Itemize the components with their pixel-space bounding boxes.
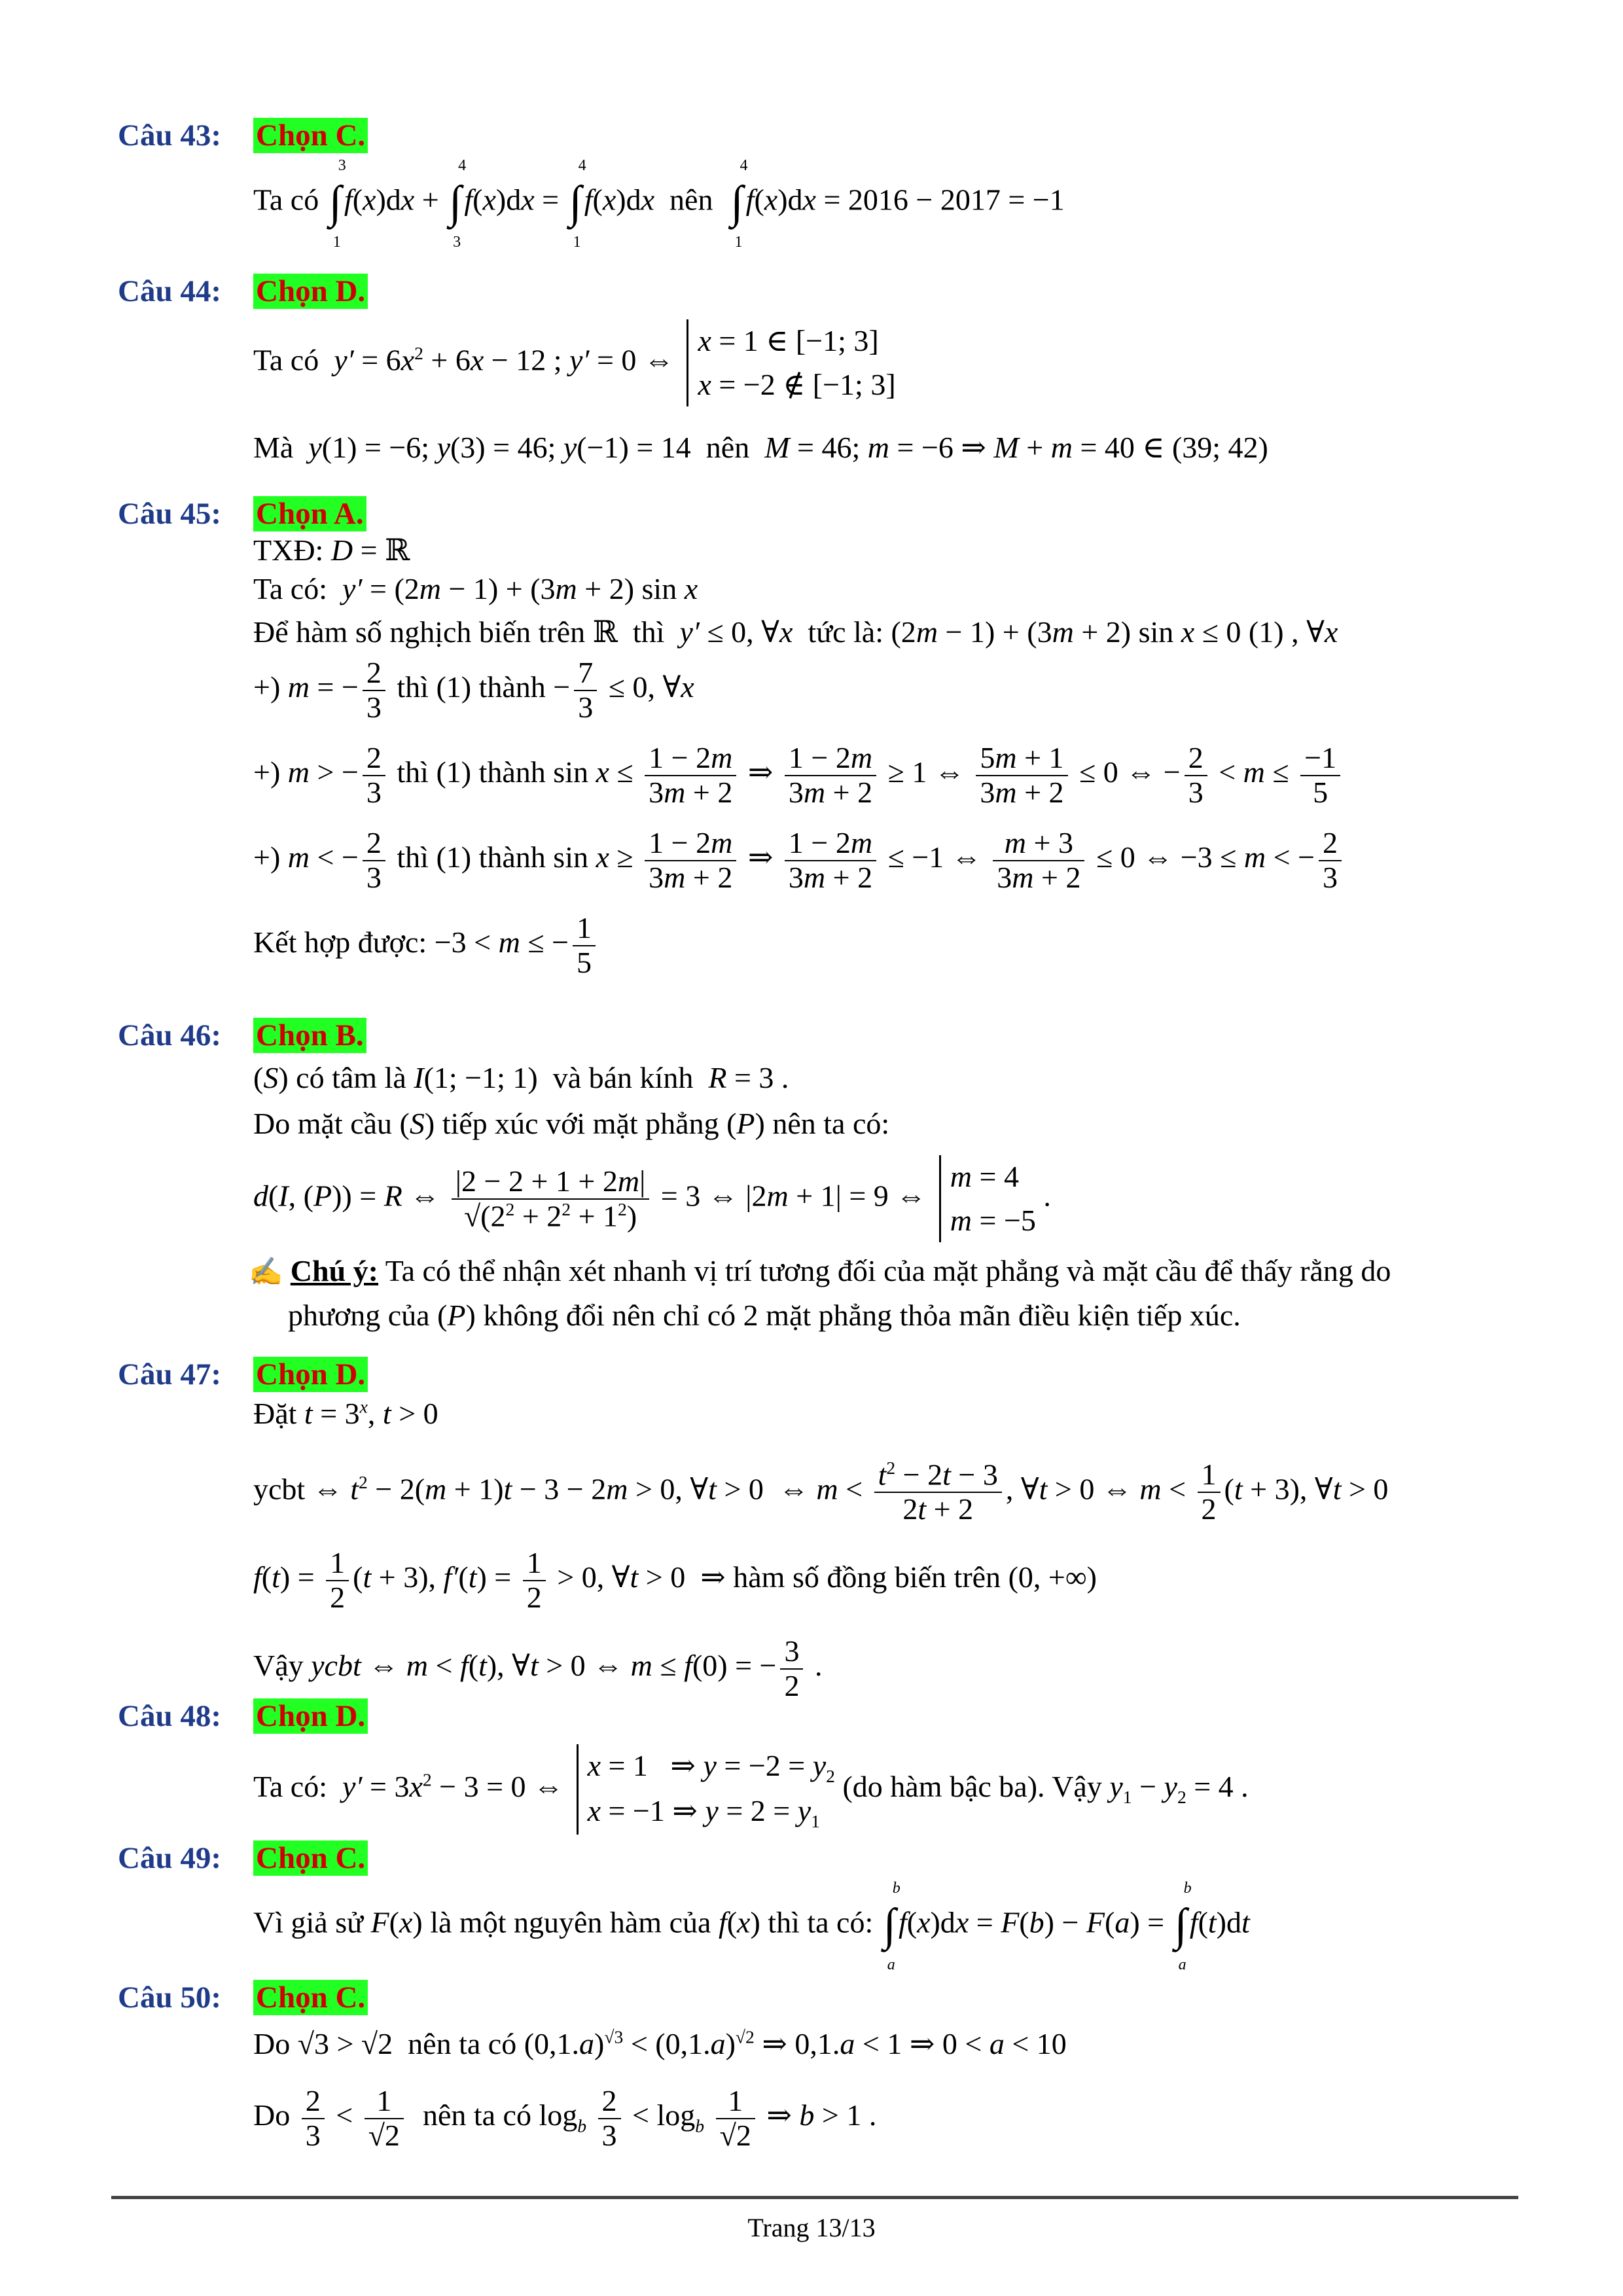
question-label: Câu 46: xyxy=(118,1018,221,1052)
answer-highlight: Chọn C. xyxy=(253,1840,368,1876)
solution-line: +) m = − $\frac{2}{3}$ thì (1) thành − $\frac{7}{3}$ ≤ 0, ∀x xyxy=(253,656,694,724)
solution-line: Ta có $y' = 6x^2 + 6x - 12$ ; y′ = 0 ⇔ x = 1 ∈ [−1; 3] x = −2 ∉ [−1; 3] xyxy=(253,319,896,406)
answer-highlight: Chọn C. xyxy=(253,1980,368,2015)
solution-line: +) m < − $\frac{2}{3}$ thì (1) thành sin x ≥ $\frac{1 - 2m}{3m + 2}$ ⇒ $\frac{1 - 2m}{3m + 2}$ ≤ −1 ⇔ $\frac{m + 3}{3m + 2}$ ≤ 0 ⇔ −3 ≤ m < − $\frac{2}{3}$ xyxy=(253,827,1346,894)
solution-line: Do √3 > √2 nên ta có $(0,1.a)^{√3} < (0,1.a)^{√2}$ ⇒ 0,1.a < 1 ⇒ 0 < a < 10 xyxy=(253,2026,1067,2060)
answer-highlight: Chọn B. xyxy=(253,1018,366,1053)
answer-highlight: Chọn D. xyxy=(253,274,368,309)
answer-highlight: Chọn D. xyxy=(253,1698,368,1734)
solution-line: TXĐ: D = ℝ xyxy=(253,533,410,567)
solution-line: Mà y(1) = −6; y(3) = 46; y(−1) = 14 nên M = 46; m = −6 ⇒ M + m = 40 ∈ (39; 42) xyxy=(253,431,1268,464)
solution-line: Vì giả sử F(x) là một nguyên hàm của f(x) thì ta có: ∫ b a f(x)dx = F(b) − F(a) = ∫ b a f(t)dt xyxy=(253,1880,1250,1973)
solution-line: Ta có: $y' = 3x^2 - 3 = 0$ ⇔ x = 1 ⇒ $y = -2 = y_2$ x = −1 ⇒ $y = 2 = y_1$ (do hàm bậc ba). Vậy $y_1 - y_2 = 4$ . xyxy=(253,1744,1249,1835)
solution-line: Do mặt cầu (S) tiếp xúc với mặt phẳng (P) nên ta có: xyxy=(253,1107,890,1140)
solution-line: Do $\frac{2}{3}$ < $\frac{1}{√2}$ nên ta có $\log_b$ $\frac{2}{3}$ < $\log_b$ $\frac{1}{√2}$ ⇒ b > 1 . xyxy=(253,2084,877,2152)
solution-line: Kết hợp được: −3 < m ≤ − $\frac{1}{5}$ xyxy=(253,912,599,979)
question-label: Câu 45: xyxy=(118,497,221,531)
solution-line: Ta có ∫ 3 1 f(x)dx + ∫ 4 3 f(x)dx = ∫ 4 1 f(x)dx nên ∫ 4 1 f(x)dx = 2016 − 2017 = −1 xyxy=(253,157,1065,251)
page-number: Trang 13/13 xyxy=(747,2213,876,2242)
question-label: Câu 43: xyxy=(118,118,221,152)
question-label: Câu 50: xyxy=(118,1981,221,2015)
solution-line: Vậy ycbt ⇔ m < f(t), ∀t > 0 ⇔ m ≤ f(0) = − $\frac{3}{2}$ . xyxy=(253,1634,823,1702)
solution-line: f(t) = $\frac{1}{2}$ (t + 3), f′(t) = $\frac{1}{2}$ > 0, ∀t > 0 ⇒ hàm số đồng biến trên (0, +∞) xyxy=(253,1546,1097,1614)
question-label: Câu 48: xyxy=(118,1699,221,1733)
solution-line: ycbt ⇔ $t^2 - 2(m + 1)t - 3 - 2m > 0$, ∀t > 0 ⇔ m < $\frac{t^2 - 2t - 3}{2t + 2}$ , ∀t > 0 ⇔ m < $\frac{1}{2}$ (t + 3), ∀t > 0 xyxy=(253,1458,1389,1526)
answer-highlight: Chọn A. xyxy=(253,496,366,531)
solution-line: ✍ Chú ý: Ta có thể nhận xét nhanh vị trí tương đối của mặt phẳng và mặt cầu để thấy rằng do xyxy=(249,1254,1391,1287)
question-label: Câu 47: xyxy=(118,1357,221,1391)
solution-line: phương của (P) không đổi nên chỉ có 2 mặt phẳng thỏa mãn điều kiện tiếp xúc. xyxy=(288,1299,1241,1332)
answer-highlight: Chọn D. xyxy=(253,1357,368,1392)
question-label: Câu 44: xyxy=(118,274,221,308)
solution-line: Đặt $t = 3^x$, t > 0 xyxy=(253,1396,438,1430)
solution-line: Ta có: y′ = (2m − 1) + (3m + 2) sin x xyxy=(253,572,698,605)
solution-line: d(I, (P)) = R ⇔ $\frac{|2 - 2 + 1 + 2m|}{√(2^2 + 2^2 + 1^2)}$ = 3 ⇔ |2m + 1| = 9 ⇔ m = 4 m = −5 . xyxy=(253,1155,1051,1242)
pencil-icon: ✍ xyxy=(249,1257,283,1287)
solution-line: Để hàm số nghịch biến trên ℝ thì y′ ≤ 0, ∀x tức là: (2m − 1) + (3m + 2) sin x ≤ 0 (1) , ∀x xyxy=(253,615,1338,649)
solution-line: (S) có tâm là I(1; −1; 1) và bán kính R = 3 . xyxy=(253,1061,789,1094)
solution-line: +) m > − $\frac{2}{3}$ thì (1) thành sin x ≤ $\frac{1 - 2m}{3m + 2}$ ⇒ $\frac{1 - 2m}{3m + 2}$ ≥ 1 ⇔ $\frac{5m + 1}{3m + 2}$ ≤ 0 ⇔ − $\frac{2}{3}$ < m ≤ $\frac{-1}{5}$ xyxy=(253,742,1344,809)
answer-highlight: Chọn C. xyxy=(253,118,368,153)
footer-divider xyxy=(111,2196,1518,2199)
question-label: Câu 49: xyxy=(118,1841,221,1875)
